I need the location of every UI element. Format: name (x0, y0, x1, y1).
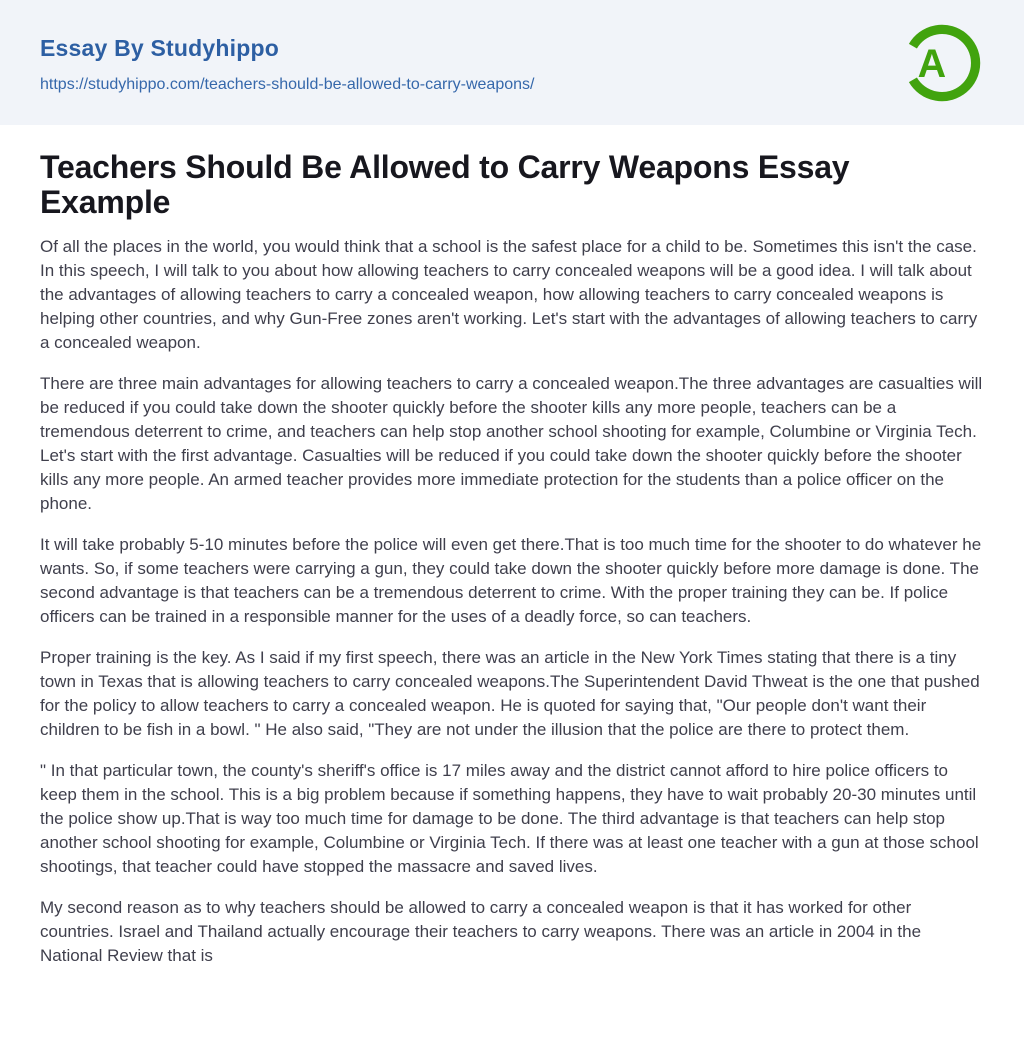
essay-content (0, 150, 1024, 968)
header-text-block (40, 31, 534, 94)
site-title: Essay By Studyhippo (40, 35, 279, 61)
essay-paragraph-4: Proper training is the key. As I said if my first speech, there was an article in the New York Times stating that there is a tiny town in Texas that is allowing teachers to carry concealed weapons.The Superintendent David Thweat is the one that pushed for the policy to allow teachers to carry a concealed weapon. He is quoted for saying that, "Our people don't want their children to be fish in a bowl. " He also said, "They are not under the illusion that the police are there to protect them. (40, 648, 980, 739)
header (0, 0, 1024, 125)
essay-paragraph-6: My second reason as to why teachers should be allowed to carry a concealed weapon is that it has worked for other countries. Israel and Thailand actually encourage their teachers to carry weapons. There was an article in 2004 in the National Review that is (40, 898, 922, 965)
essay-paragraph-5: " In that particular town, the county's sheriff's office is 17 miles away and the district cannot afford to hire police officers to keep them in the school. This is a big problem because if something happens, they have to wait probably 20-30 minutes until the police show up.That is way too much time for damage to be done. The third advantage is that teachers can help stop another school shooting for example, Columbine or Virginia Tech. If there was at least one teacher with a gun at those school shootings, that teacher could have stopped the massacre and saved lives. (40, 761, 979, 876)
essay-paragraph-3: It will take probably 5-10 minutes before the police will even get there.That is too much time for the shooter to do whatever he wants. So, if some teachers were carrying a gun, they could take down the shooter quickly before more damage is done. The second advantage is that teachers can be a tremendous deterrent to crime. With the proper training they can be. If police officers can be trained in a responsible manner for the uses of a deadly force, so can teachers. (40, 535, 982, 626)
essay-paragraph-1: Of all the places in the world, you would think that a school is the safest place for a child to be. Sometimes this isn't the case. In this speech, I will talk to you about how allowing teachers to carry concealed weapons will be a good idea. I will talk about the advantages of allowing teachers to carry a concealed weapon, how allowing teachers to carry concealed weapons is helping other countries, and why Gun-Free zones aren't working. Let's start with the advantages of allowing teachers to carry a concealed weapon. (40, 237, 978, 352)
studyhippo-logo-icon (900, 18, 984, 108)
essay-title: Teachers Should Be Allowed to Carry Weapons Essay Example (40, 149, 850, 220)
logo-letter: A (917, 41, 947, 86)
essay-paragraph-2: There are three main advantages for allowing teachers to carry a concealed weapon.The three advantages are casualties will be reduced if you could take down the shooter quickly before the shooter kills any more people, teachers can be a tremendous deterrent to crime, and teachers can help stop another school shooting for example, Columbine or Virginia Tech. Let's start with the first advantage. Casualties will be reduced if you could take down the shooter quickly before the shooter kills any more people. An armed teacher provides more immediate protection for the students than a police officer on the phone. (40, 374, 983, 513)
page-url-link[interactable]: https://studyhippo.com/teachers-should-be-allowed-to-carry-weapons/ (40, 76, 535, 93)
